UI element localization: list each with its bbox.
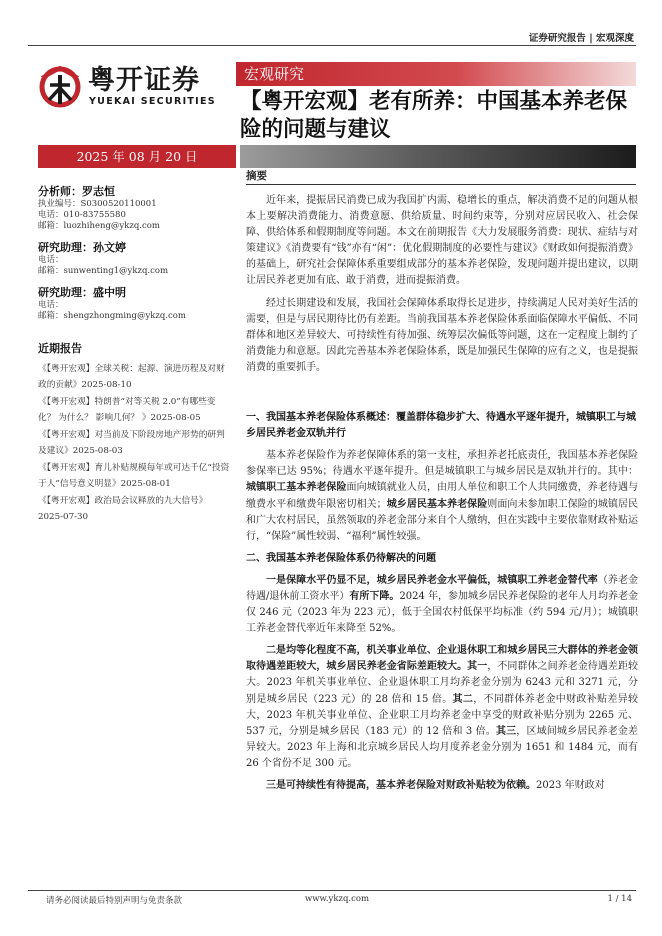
header-tag: 证券研究报告 | 宏观深度 bbox=[528, 33, 634, 44]
bold-lead: 三是可持续性有待提高，基本养老保险对财政补贴较为依赖。 bbox=[266, 780, 536, 791]
recent-report-item: 《【粤开宏观】政治局会议释放的九大信号》2025-07-30 bbox=[38, 496, 208, 522]
text-run: 则面向未参加职工保险的城镇居民和广大农村居民，虽然领取的养老金部分来自个人缴纳，但在实践中主要依靠财政补贴运行，“保险”属性较弱、“福利”属性较强。 bbox=[246, 498, 639, 542]
bold-lead: 一是保障水平仍显不足，城乡居民养老金水平偏低，城镇职工养老金替代率 bbox=[266, 574, 598, 586]
text-run: （养老金待遇/退休前工资水平） bbox=[246, 574, 639, 602]
bold-term: 城乡居民基本养老保险 bbox=[386, 498, 488, 510]
analyst-phone: 电话：010-83755580 bbox=[38, 210, 126, 220]
analyst-block bbox=[38, 185, 230, 232]
recent-reports-title: 近期报告 bbox=[38, 342, 82, 355]
analyst-role: 分析师：罗志恒 bbox=[38, 185, 115, 198]
brand-name-cn: 粤开证券 bbox=[88, 65, 200, 96]
text-run: 基本养老保险作为养老保障体系的第一支柱，承担养老托底责任，我国基本养老保险参保率已达 95%；待遇水平逐年提升。但是城镇职工与城乡居民是双轨并行的。其中： bbox=[246, 450, 638, 478]
abstract-paragraph: 经过长期建设和发展，我国社会保障体系取得长足进步，持续满足人民对美好生活的需要，但是与居民期待比仍有差距。当前我国基本养老保险体系面临保障水平偏低、不同群体和地区差异较大、可持续性有待加强、统筹层次偏低等问题，这在一定程度上制约了消费能力和意愿。因此完善基本养老保险体系，既是加强民生保障的应有之义，也是提振消费的重要抓手。 bbox=[246, 297, 638, 373]
text-run: ，不同群体之间养老金待遇差距较大。2023 年机关事业单位、企业退休职工月均养老金分别为 6243 元和 3271 元，分别是城乡居民（223 元）的 28 倍和 15 倍。 bbox=[246, 661, 639, 705]
body-paragraph bbox=[246, 643, 638, 772]
footer-disclaimer: 请务必阅读最后特别声明与免责条款 bbox=[46, 896, 183, 906]
report-title: 【粤开宏观】老有所养：中国基本养老保险的问题与建议 bbox=[240, 89, 628, 142]
section-heading-2: 二、我国基本养老保险体系仍待解决的问题 bbox=[246, 552, 436, 564]
brand-logo bbox=[38, 66, 228, 108]
assistant-phone: 电话： bbox=[38, 300, 64, 310]
main-content bbox=[246, 193, 638, 800]
assistant-role: 研究助理：孙文婷 bbox=[38, 241, 126, 254]
body-paragraph bbox=[246, 573, 638, 637]
bold-term: 其一 bbox=[467, 661, 488, 673]
analyst-email: 邮箱：luozhiheng@ykzq.com bbox=[38, 221, 160, 231]
brand-name-en: YUEKAI SECURITIES bbox=[89, 96, 216, 107]
report-date: 2025 年 08 月 20 日 bbox=[38, 145, 236, 168]
body-paragraph bbox=[246, 778, 638, 794]
text-run: 2024 年，参加城乡居民养老保险的老年人月均养老金仅 246 元（2023 年为 223 元），低于全国农村低保平均标准（约 594 元/月）；城镇职工养老金替代率近年来降至 52%。 bbox=[246, 590, 639, 635]
body-paragraph bbox=[246, 448, 638, 545]
header-rule bbox=[28, 45, 636, 46]
text-run: ，区域间城乡居民养老金差异较大。2023 年上海和北京城乡居民人均月度养老金分别为 1651 和 1484 元，而有 26 个省份不足 300 元。 bbox=[246, 725, 639, 769]
recent-report-item: 《【粤开宏观】特朗普“对等关税 2.0”有哪些变化？ 为什么？ 影响几何？ 》2025-08-05 bbox=[38, 397, 216, 423]
abstract-heading: 摘要 bbox=[246, 169, 636, 185]
bold-term: 其二 bbox=[452, 693, 474, 705]
analyst-license: 执业编号：S0300520110001 bbox=[38, 199, 157, 209]
assistant-email: 邮箱：sunwenting1@ykzq.com bbox=[38, 266, 169, 276]
yuekai-logo-icon bbox=[38, 66, 82, 108]
page-number: 1 / 14 bbox=[607, 894, 632, 904]
bold-term: 其三 bbox=[495, 725, 517, 737]
recent-report-item: 《【粤开宏观】育儿补贴规模每年或可达千亿“投资于人”信号意义明显》2025-08-01 bbox=[38, 463, 230, 489]
bold-lead: 有所下降。 bbox=[349, 590, 400, 602]
recent-report-item: 《【粤开宏观】对当前及下阶段房地产形势的研判及建议》2025-08-03 bbox=[38, 430, 225, 456]
date-gradient-bar bbox=[240, 145, 636, 168]
text-run: 面向城镇就业人员，由用人单位和职工个人共同缴费，养老待遇与缴费水平和缴费年限密切相关； bbox=[246, 482, 639, 510]
assistant-block bbox=[38, 286, 230, 322]
left-column bbox=[38, 185, 230, 527]
section-heading-1: 一、我国基本养老保险体系概述：覆盖群体稳步扩大、待遇水平逐年提升，城镇职工与城乡居民养老金双轨并行 bbox=[246, 412, 636, 440]
bold-term: 城镇职工基本养老保险 bbox=[246, 482, 347, 494]
assistant-phone: 电话： bbox=[38, 255, 64, 265]
assistant-role: 研究助理：盛中明 bbox=[38, 286, 126, 299]
assistant-block bbox=[38, 241, 230, 277]
recent-report-item: 《【粤开宏观】全球关税：起源、演进历程及对财政的贡献》2025-08-10 bbox=[38, 364, 225, 390]
footer-rule bbox=[28, 890, 636, 891]
text-run: ，不同群体养老金中财政补贴差异较大，2023 年机关事业单位、企业职工月均养老金中享受的财政补贴分别为 2265 元、537 元，分别是城乡居民（183 元）的 12 倍和 3 倍。 bbox=[246, 693, 639, 737]
assistant-email: 邮箱：shengzhongming@ykzq.com bbox=[38, 311, 186, 321]
section-label: 宏观研究 bbox=[244, 65, 305, 83]
text-run: 2023 年财政对 bbox=[536, 780, 605, 791]
abstract-paragraph: 近年来，提振居民消费已成为我国扩内需、稳增长的重点，解决消费不足的问题从根本上要解决消费能力、消费意愿、供给质量、时间约束等，分别对应居民收入、社会保障、供给体系和假期制度等问题。本文在前期报告《大力发展服务消费：现状、症结与对策建议》《消费要有“钱”亦有“闲”：优化假期制度的必要性与建议》《财政如何提振消费》的基础上，研究社会保障体系重要组成部分的基本养老保险，发现问题并提出建议，以期让居民养老更加有底、敢于消费，进而提振消费。 bbox=[246, 195, 638, 287]
bold-lead: 二是均等化程度不高，机关事业单位、企业退休职工和城乡居民三大群体的养老金领取待遇差距较大，城乡居民养老金省际差距较大。 bbox=[246, 645, 638, 673]
footer-website: www.ykzq.com bbox=[305, 894, 370, 904]
